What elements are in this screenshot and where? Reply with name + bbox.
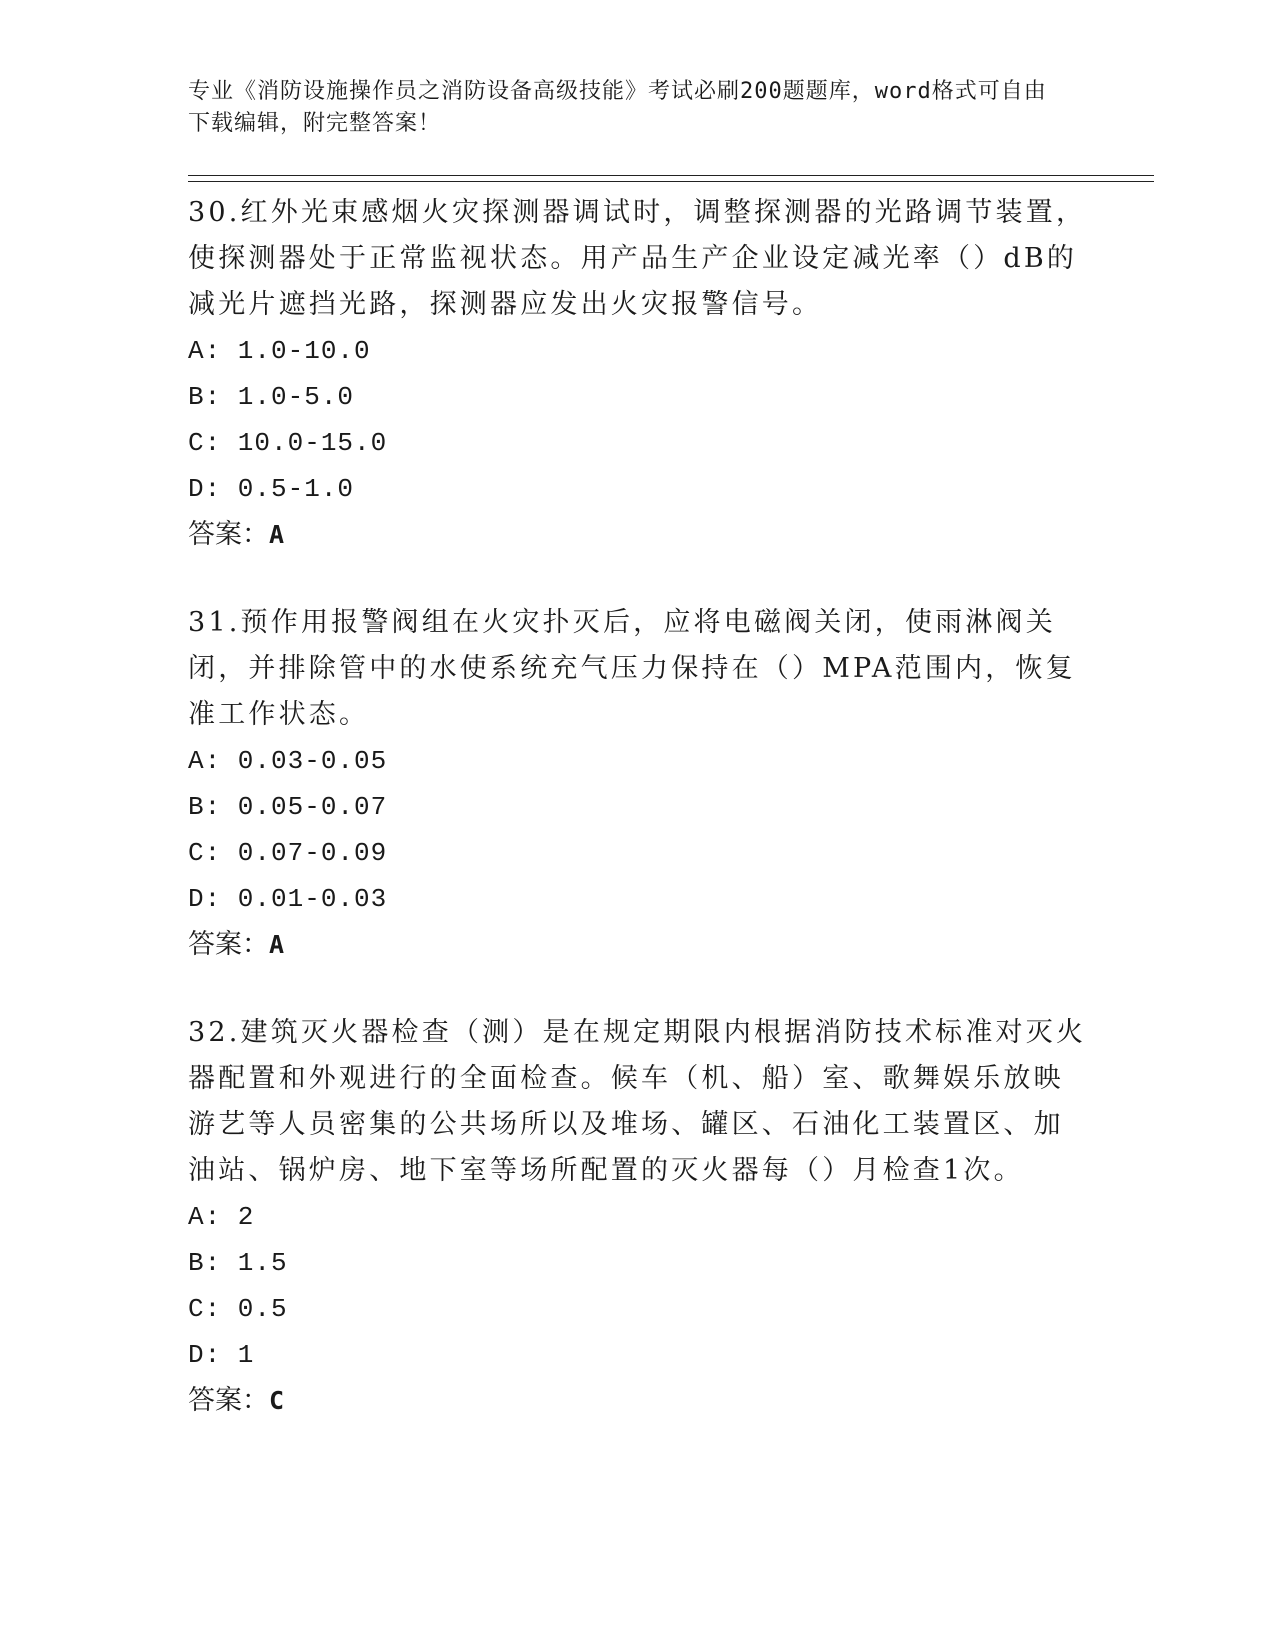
option-d: D: 0.01-0.03	[188, 884, 388, 914]
option-a: A: 2	[188, 1202, 255, 1232]
header-divider-bottom	[188, 181, 1154, 182]
answer-label: 答案：	[188, 1385, 269, 1416]
answer-value: C	[269, 1386, 285, 1415]
question-31	[188, 600, 1088, 968]
option-a: A: 1.0-10.0	[188, 336, 371, 366]
option-d: D: 0.5-1.0	[188, 474, 355, 504]
question-32	[188, 1010, 1088, 1424]
answer-value: A	[269, 930, 285, 959]
answer-value: A	[269, 520, 285, 549]
question-list	[188, 190, 1088, 1424]
option-b: B: 0.05-0.07	[188, 792, 388, 822]
option-d: D: 1	[188, 1340, 255, 1370]
question-spacer	[188, 558, 1088, 600]
header-divider-top	[188, 175, 1154, 176]
question-stem: 31.预作用报警阀组在火灾扑灭后，应将电磁阀关闭，使雨淋阀关闭，并排除管中的水使系统充气压力保持在（）MPA范围内，恢复准工作状态。	[188, 607, 1076, 730]
option-c: C: 10.0-15.0	[188, 428, 388, 458]
option-list	[188, 1194, 1088, 1378]
option-c: C: 0.07-0.09	[188, 838, 388, 868]
question-stem: 30.红外光束感烟火灾探测器调试时，调整探测器的光路调节装置，使探测器处于正常监视状态。用产品生产企业设定减光率（）dB的减光片遮挡光路，探测器应发出火灾报警信号。	[188, 197, 1087, 320]
option-list	[188, 738, 1088, 922]
option-b: B: 1.5	[188, 1248, 288, 1278]
option-c: C: 0.5	[188, 1294, 288, 1324]
answer	[188, 512, 1088, 558]
answer	[188, 1378, 1088, 1424]
question-stem: 32.建筑灭火器检查（测）是在规定期限内根据消防技术标准对灭火器配置和外观进行的全面检查。候车（机、船）室、歌舞娱乐放映游艺等人员密集的公共场所以及堆场、罐区、石油化工装置区、加油站、锅炉房、地下室等场所配置的灭火器每（）月检查1次。	[188, 1017, 1087, 1186]
answer	[188, 922, 1088, 968]
option-a: A: 0.03-0.05	[188, 746, 388, 776]
page-header: 专业《消防设施操作员之消防设备高级技能》考试必刷200题题库，word格式可自由下载编辑，附完整答案！	[188, 79, 1047, 136]
question-spacer	[188, 968, 1088, 1010]
option-list	[188, 328, 1088, 512]
question-30	[188, 190, 1088, 558]
answer-label: 答案：	[188, 519, 269, 550]
answer-label: 答案：	[188, 929, 269, 960]
option-b: B: 1.0-5.0	[188, 382, 355, 412]
